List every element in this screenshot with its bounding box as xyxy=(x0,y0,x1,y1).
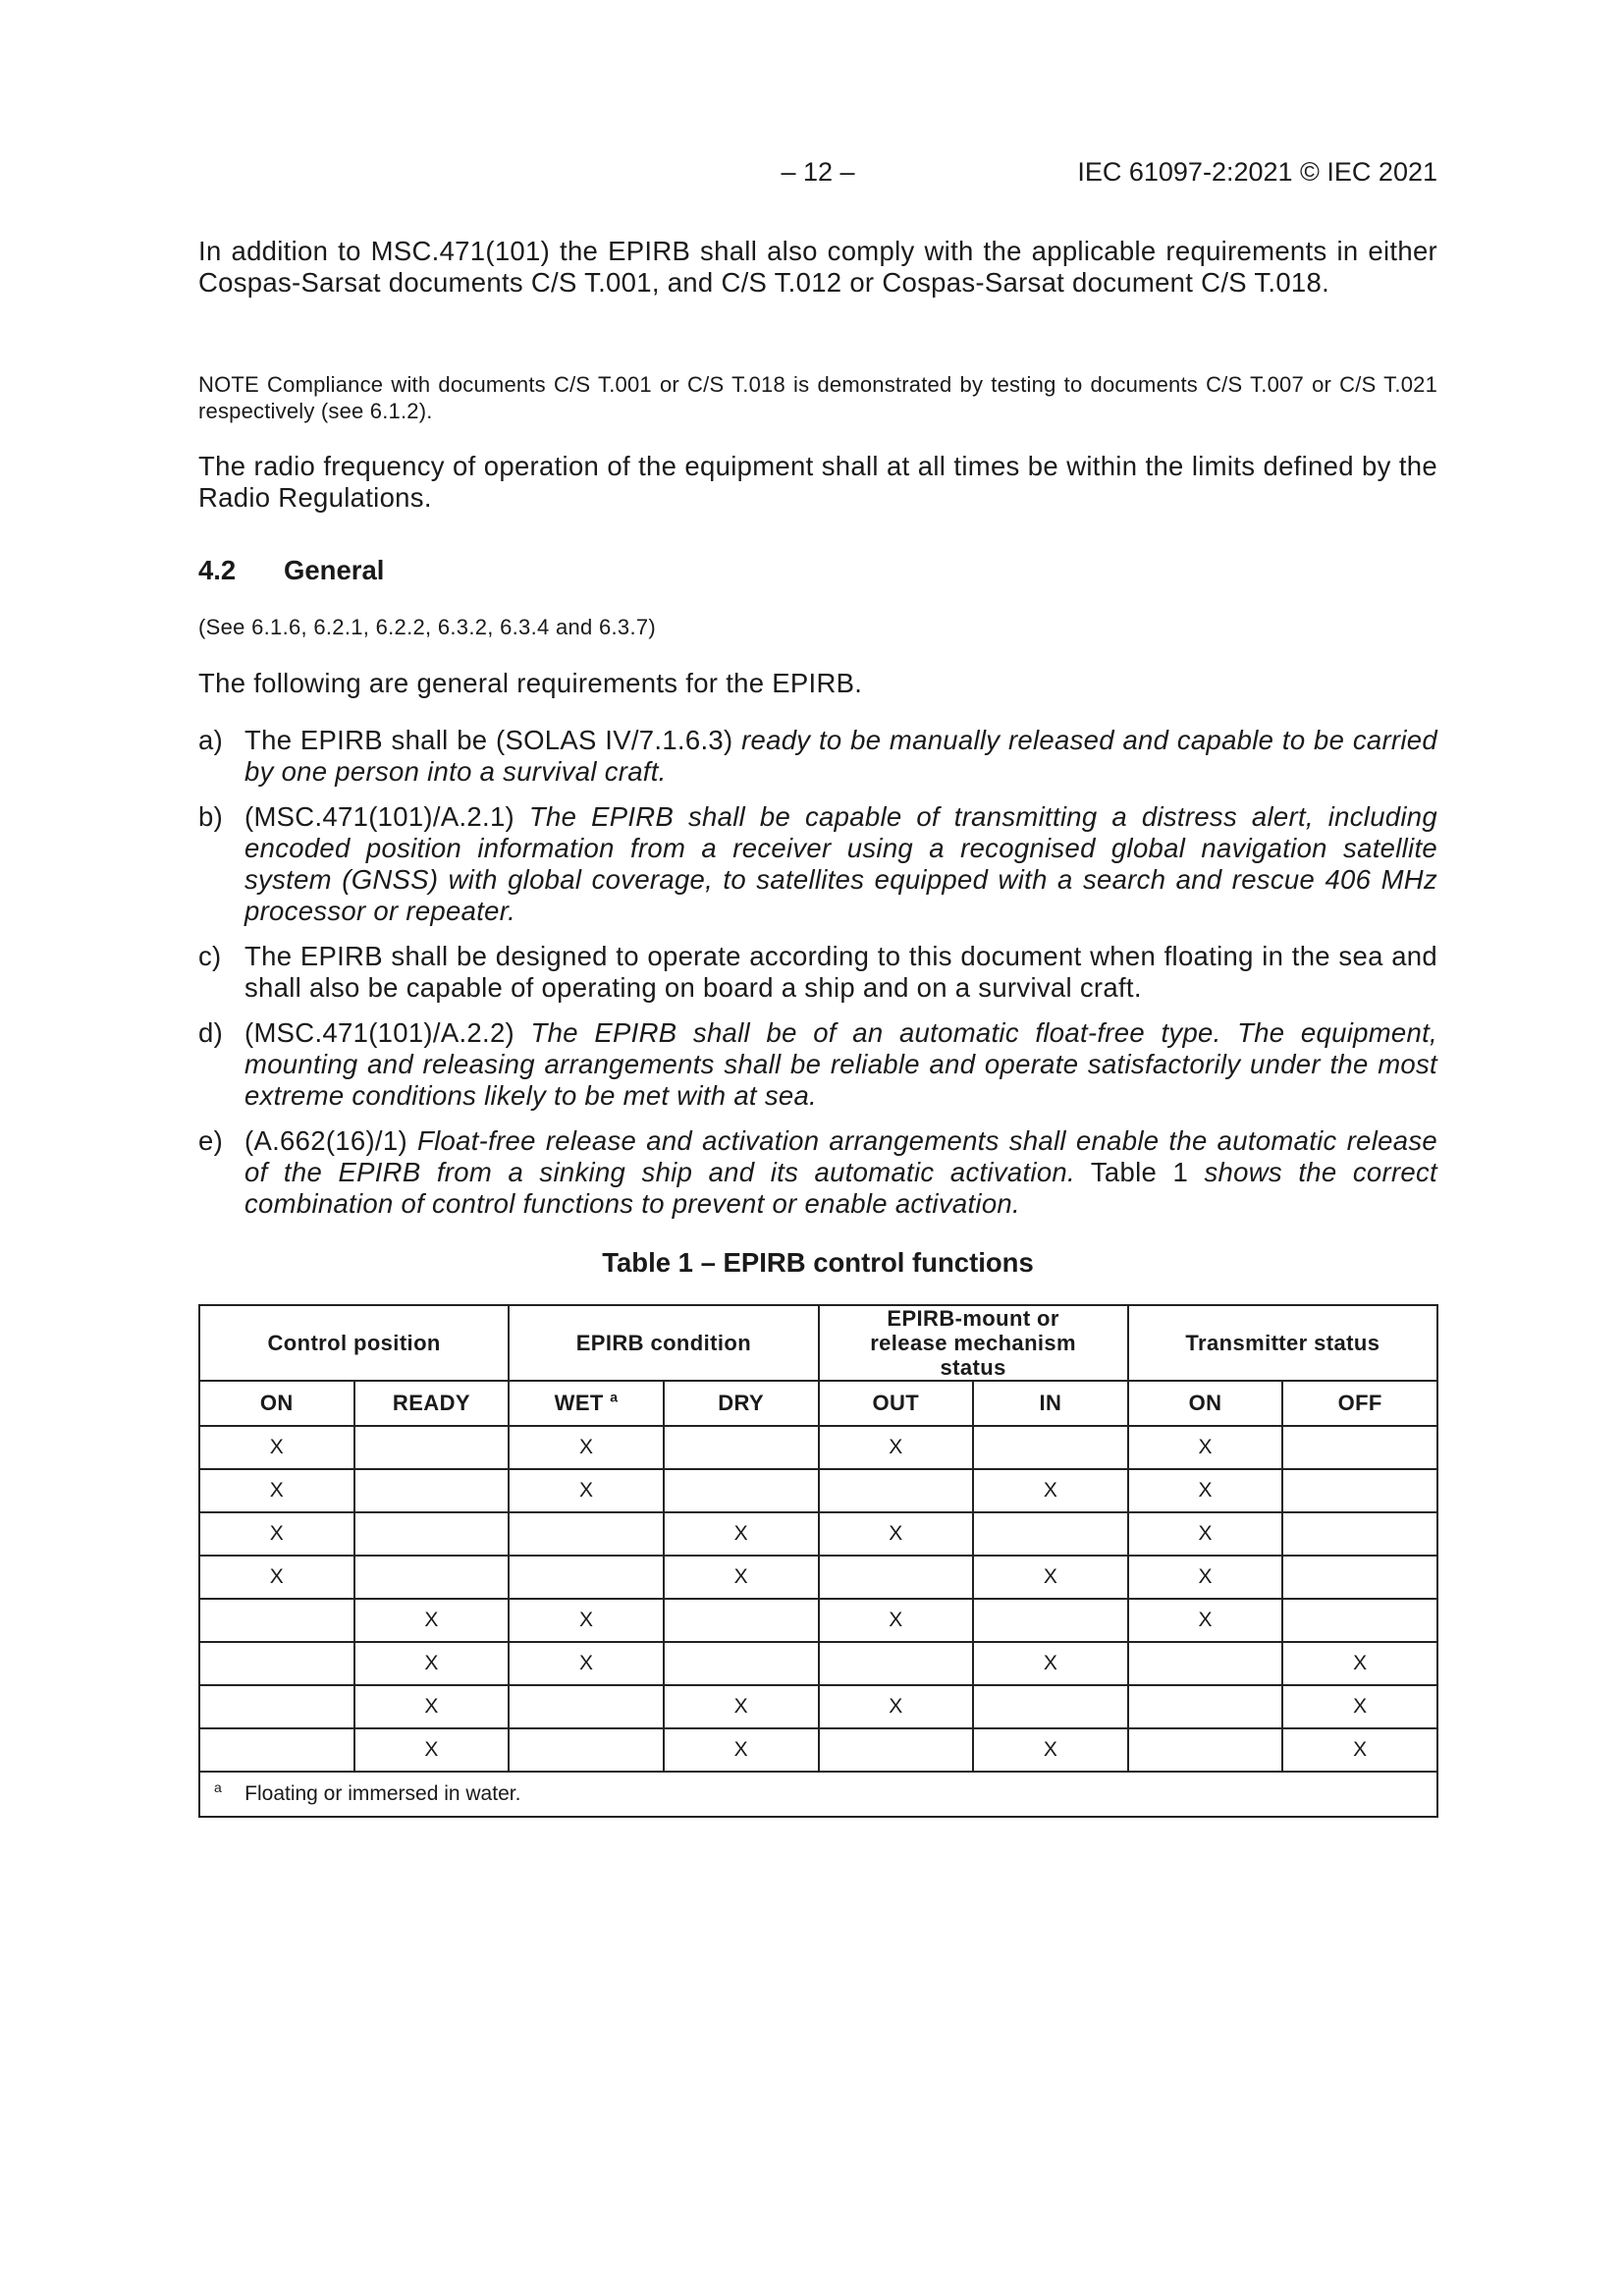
table-cell: X xyxy=(973,1728,1128,1772)
group-header-control-position: Control position xyxy=(199,1305,509,1381)
table-cell xyxy=(973,1685,1128,1728)
item-label: e) xyxy=(198,1125,224,1156)
group-header-transmitter-status: Transmitter status xyxy=(1128,1305,1437,1381)
table-cell xyxy=(1128,1642,1283,1685)
footnote-text: Floating or immersed in water. xyxy=(244,1782,521,1805)
table-cell: X xyxy=(1128,1556,1283,1599)
radio-paragraph: The radio frequency of operation of the equipment shall at all times be within the limits defined by the Radio Regulations. xyxy=(198,451,1437,513)
item-label: b) xyxy=(198,801,224,832)
table-cell: X xyxy=(509,1642,664,1685)
document-reference: IEC 61097-2:2021 © IEC 2021 xyxy=(1077,157,1437,187)
table-cell xyxy=(664,1469,819,1512)
table-row xyxy=(199,1599,1437,1642)
table-cell xyxy=(354,1556,510,1599)
table-cell xyxy=(819,1728,974,1772)
table-cell: X xyxy=(1282,1728,1437,1772)
group-header-epirb-condition: EPIRB condition xyxy=(509,1305,818,1381)
column-header: OUT xyxy=(819,1381,974,1426)
table-cell xyxy=(509,1685,664,1728)
table-cell: X xyxy=(819,1512,974,1556)
table-cell xyxy=(1282,1469,1437,1512)
control-functions-table xyxy=(198,1304,1438,1818)
item-quote: Float-free release and activation arrangements shall enable the automatic release of the EPIRB from a sinking ship and its automatic activation. xyxy=(244,1125,1437,1187)
table-cell: X xyxy=(973,1642,1128,1685)
table-column-header-row xyxy=(199,1381,1437,1426)
item-quote: The EPIRB shall be capable of transmitting a distress alert, including encoded position information from a receiver using a recognised global navigation satellite system (GNSS) with global coverage, to satellites equipped with a search and rescue 406 MHz processor or repeater. xyxy=(244,801,1437,926)
item-text: (A.662(16)/1) xyxy=(244,1125,418,1156)
requirement-item xyxy=(198,801,1437,927)
table-cell xyxy=(1282,1599,1437,1642)
table-cell xyxy=(509,1512,664,1556)
table-cell xyxy=(664,1642,819,1685)
table-cell xyxy=(1282,1556,1437,1599)
table-row xyxy=(199,1512,1437,1556)
table-cell xyxy=(354,1426,510,1469)
table-cell xyxy=(973,1426,1128,1469)
table-cell: X xyxy=(509,1599,664,1642)
table-cell: X xyxy=(819,1685,974,1728)
table-cell: X xyxy=(1282,1685,1437,1728)
table-cell: X xyxy=(199,1469,354,1512)
table-cell xyxy=(664,1426,819,1469)
item-table-reference: Table 1 xyxy=(1074,1157,1205,1187)
table-cell xyxy=(354,1469,510,1512)
note-paragraph: NOTE Compliance with documents C/S T.001 or C/S T.018 is demonstrated by testing to documents C/S T.007 or C/S T.021 respectively (see 6.1.2). xyxy=(198,372,1437,423)
page-number: – 12 – xyxy=(781,157,855,187)
section-heading xyxy=(198,555,1437,586)
requirement-item xyxy=(198,941,1437,1004)
table-cell xyxy=(1282,1512,1437,1556)
table-cell: X xyxy=(1128,1599,1283,1642)
column-header: OFF xyxy=(1282,1381,1437,1426)
requirement-item xyxy=(198,725,1437,788)
group-header-mount-status xyxy=(819,1305,1128,1381)
table-cell xyxy=(819,1642,974,1685)
table-cell: X xyxy=(509,1426,664,1469)
table-cell xyxy=(1128,1685,1283,1728)
item-label: c) xyxy=(198,941,222,971)
column-header: DRY xyxy=(664,1381,819,1426)
requirements-list xyxy=(198,725,1437,1220)
table-cell xyxy=(819,1469,974,1512)
table-cell xyxy=(509,1728,664,1772)
table-cell: X xyxy=(354,1642,510,1685)
table-cell: X xyxy=(509,1469,664,1512)
table-footnote-row xyxy=(199,1772,1437,1817)
column-header xyxy=(509,1381,664,1426)
footnote-marker: a xyxy=(214,1779,222,1795)
item-text: (MSC.471(101)/A.2.1) xyxy=(244,801,529,832)
table-cell: X xyxy=(973,1556,1128,1599)
item-quote: The EPIRB shall be of an automatic float-free type. The equipment, mounting and releasing arrangements shall be reliable and operate satisfactorily under the most extreme conditions likely to be met with at sea. xyxy=(244,1017,1437,1111)
table-cell xyxy=(664,1599,819,1642)
table-cell xyxy=(509,1556,664,1599)
table-cell: X xyxy=(199,1556,354,1599)
column-header: ON xyxy=(1128,1381,1283,1426)
table-cell xyxy=(199,1642,354,1685)
table-cell xyxy=(819,1556,974,1599)
requirement-item xyxy=(198,1125,1437,1220)
table-cell: X xyxy=(1128,1426,1283,1469)
table-cell xyxy=(199,1728,354,1772)
group-header-mount-status-label: EPIRB-mount or release mechanism status xyxy=(870,1306,1077,1380)
table-row xyxy=(199,1469,1437,1512)
item-quote-continued: shows the correct combination of control functions to prevent or enable activation. xyxy=(244,1157,1437,1219)
table-cell xyxy=(199,1599,354,1642)
page-header xyxy=(198,157,1437,196)
item-label: d) xyxy=(198,1017,224,1048)
section-see-also: (See 6.1.6, 6.2.1, 6.2.2, 6.3.2, 6.3.4 and 6.3.7) xyxy=(198,615,657,639)
requirement-item xyxy=(198,1017,1437,1112)
table-cell: X xyxy=(354,1599,510,1642)
table-cell: X xyxy=(819,1599,974,1642)
section-number: 4.2 xyxy=(198,555,237,585)
table-cell: X xyxy=(199,1426,354,1469)
table-cell xyxy=(1282,1426,1437,1469)
table-cell xyxy=(354,1512,510,1556)
item-text: (MSC.471(101)/A.2.2) xyxy=(244,1017,531,1048)
table-cell: X xyxy=(354,1685,510,1728)
table-caption: Table 1 – EPIRB control functions xyxy=(602,1247,1034,1278)
table-cell xyxy=(973,1599,1128,1642)
table-row xyxy=(199,1556,1437,1599)
table-row xyxy=(199,1642,1437,1685)
table-cell: X xyxy=(199,1512,354,1556)
item-text: The EPIRB shall be (SOLAS IV/7.1.6.3) xyxy=(244,725,742,755)
table-footnote xyxy=(199,1772,1437,1817)
item-quote: ready to be manually released and capable to be carried by one person into a survival craft. xyxy=(244,725,1437,787)
table-row xyxy=(199,1426,1437,1469)
table-cell: X xyxy=(973,1469,1128,1512)
table-cell: X xyxy=(664,1512,819,1556)
table-cell: X xyxy=(354,1728,510,1772)
section-lead: The following are general requirements for the EPIRB. xyxy=(198,668,863,698)
table-cell xyxy=(199,1685,354,1728)
column-header: READY xyxy=(354,1381,510,1426)
table-cell: X xyxy=(664,1556,819,1599)
table-cell xyxy=(973,1512,1128,1556)
column-header: ON xyxy=(199,1381,354,1426)
table-body xyxy=(199,1426,1437,1772)
section-title: General xyxy=(284,555,385,585)
table-cell: X xyxy=(1128,1469,1283,1512)
intro-paragraph: In addition to MSC.471(101) the EPIRB shall also comply with the applicable requirements in either Cospas-Sarsat documents C/S T.001, and C/S T.012 or Cospas-Sarsat document C/S T.018. xyxy=(198,236,1437,298)
table-row xyxy=(199,1685,1437,1728)
table-row xyxy=(199,1728,1437,1772)
table-cell: X xyxy=(1282,1642,1437,1685)
table-cell xyxy=(1128,1728,1283,1772)
column-header-label: WET xyxy=(554,1391,604,1415)
footnote-marker: a xyxy=(610,1389,619,1405)
table-cell: X xyxy=(1128,1512,1283,1556)
table-cell: X xyxy=(664,1728,819,1772)
table-cell: X xyxy=(819,1426,974,1469)
table-group-header-row xyxy=(199,1305,1437,1381)
item-text: The EPIRB shall be designed to operate according to this document when floating in the sea and shall also be capable of operating on board a ship and on a survival craft. xyxy=(244,941,1437,1003)
column-header: IN xyxy=(973,1381,1128,1426)
item-label: a) xyxy=(198,725,224,755)
table-cell: X xyxy=(664,1685,819,1728)
